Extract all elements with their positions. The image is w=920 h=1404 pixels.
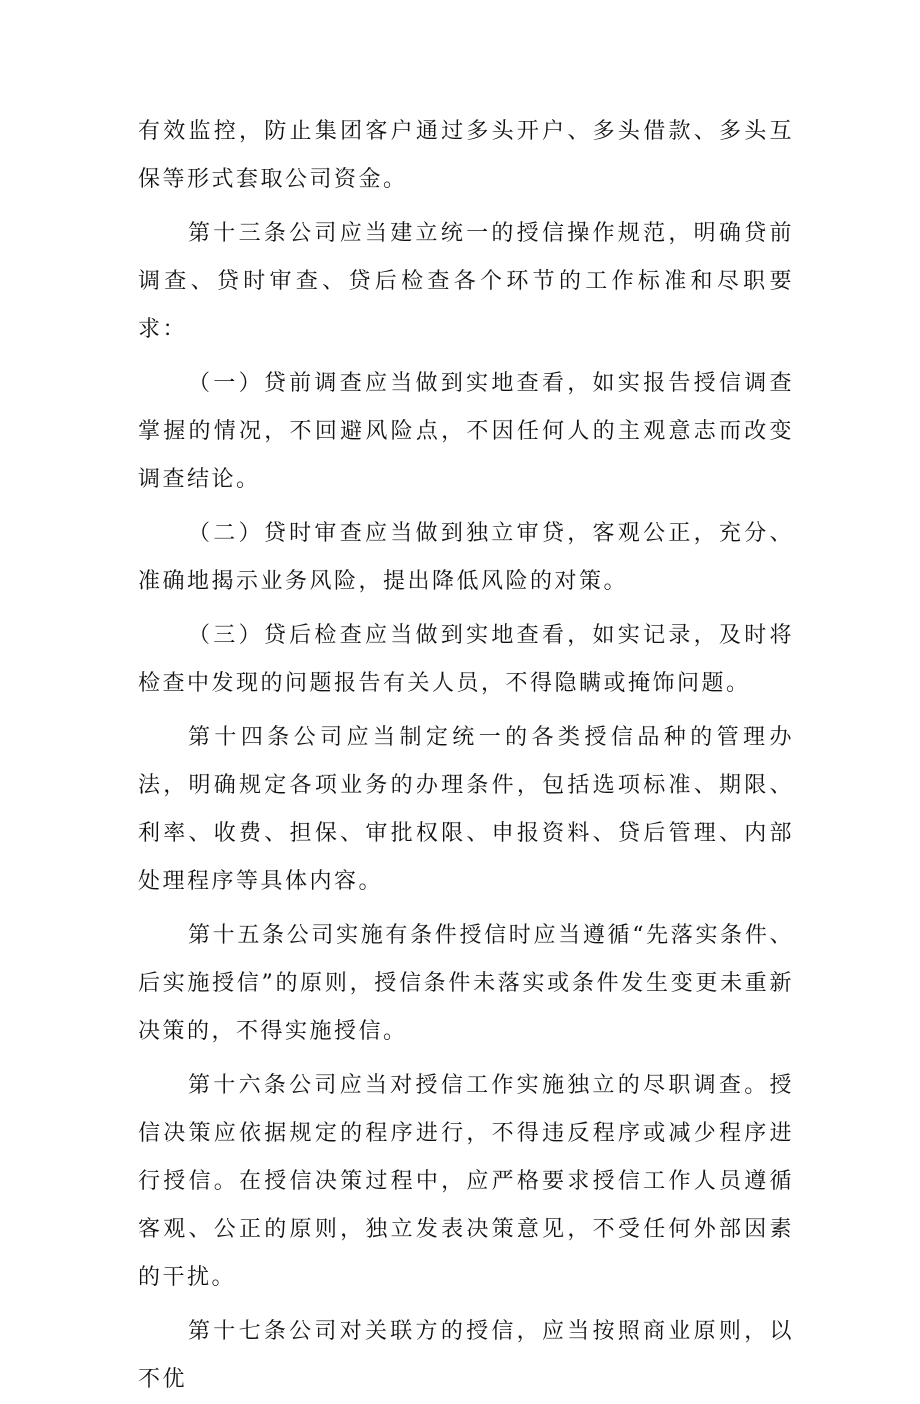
paragraph-continuation: 有效监控，防止集团客户通过多头开户、多头借款、多头互保等形式套取公司资金。 bbox=[138, 119, 794, 192]
paragraph-item-2: （二）贷时审查应当做到独立审贷，客观公正，充分、准确地揭示业务风险，提出降低风险的对策。 bbox=[138, 521, 794, 594]
paragraph-article-15: 第十五条公司实施有条件授信时应当遵循“先落实条件、后实施授信”的原则，授信条件未落实或条件发生变更未重新决策的，不得实施授信。 bbox=[138, 923, 794, 1044]
paragraph-item-3: （三）贷后检查应当做到实地查看，如实记录，及时将检查中发现的问题报告有关人员，不得隐瞒或掩饰问题。 bbox=[138, 623, 794, 696]
paragraph-item-1: （一）贷前调查应当做到实地查看，如实报告授信调查掌握的情况，不回避风险点，不因任何人的主观意志而改变调查结论。 bbox=[138, 371, 794, 492]
paragraph-article-16: 第十六条公司应当对授信工作实施独立的尽职调查。授信决策应依据规定的程序进行，不得违反程序或减少程序进行授信。在授信决策过程中，应严格要求授信工作人员遵循客观、公正的原则，独立发表决策意见，不受任何外部因素的干扰。 bbox=[138, 1073, 794, 1290]
paragraph-article-17: 第十七条公司对关联方的授信，应当按照商业原则，以不优 bbox=[138, 1319, 794, 1392]
paragraph-article-13: 第十三条公司应当建立统一的授信操作规范，明确贷前调查、贷时审查、贷后检查各个环节的工作标准和尽职要求： bbox=[138, 221, 794, 342]
paragraph-article-14: 第十四条公司应当制定统一的各类授信品种的管理办法，明确规定各项业务的办理条件，包括选项标准、期限、利率、收费、担保、审批权限、申报资料、贷后管理、内部处理程序等具体内容。 bbox=[138, 725, 794, 894]
